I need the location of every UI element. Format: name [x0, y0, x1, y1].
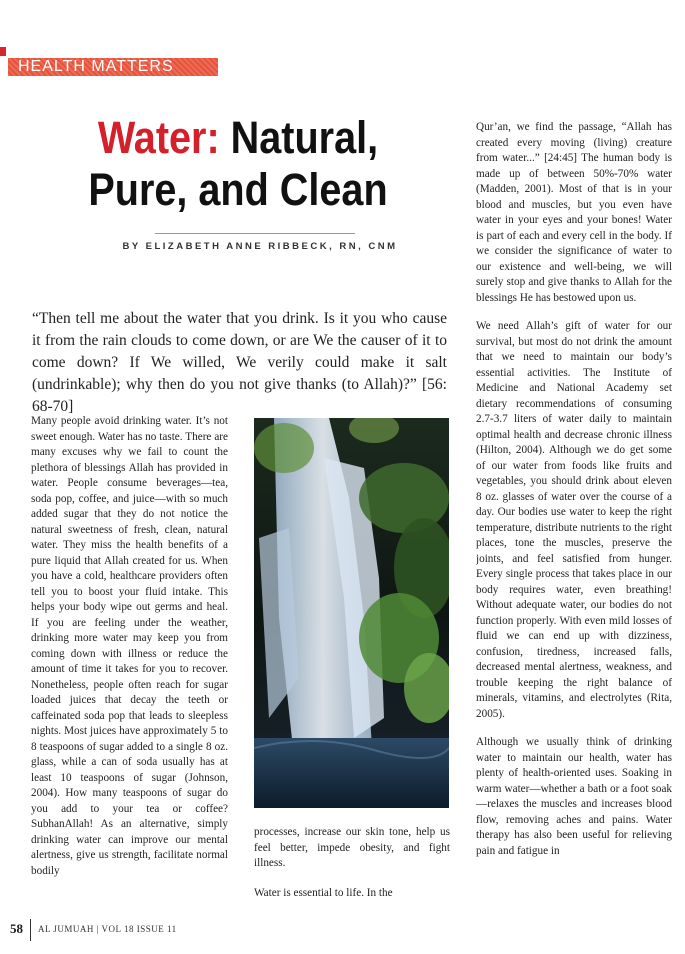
publication-info: AL JUMUAH | VOL 18 ISSUE 11	[38, 924, 177, 934]
paragraph: Although we usually think of drinking water to maintain our health, water has plenty of health-oriented uses. Soaking in warm water—whether a bath or a foot soak—relaxes the muscles and increases blood flow, removing aches and pains. Water therapy has also been useful for relieving pain and fatigue in	[476, 736, 672, 857]
paragraph: We need Allah’s gift of water for our survival, but most do not drink the amount that we need to maintain our body’s essential activities. The Institute of Medicine and National Academy set dietary recommendations of consuming 2.7-3.7 liters of water daily to maintain optimal health and decrease chronic illness (Hilton, 2004). Although we do get some of our water from foods like fruits and vegetables, you should drink about eleven 8 oz. glasses of water over the course of a day. Our bodies use water to keep the right temperature, distribute nutrients to the right places, tone the muscles, preserve the joints, and feel satisfied from hunger. Every single process that takes place in our body requires water, even breathing! Without adequate water, our bodies do not function properly. With even mild losses of fluid we can end up with dizziness, confusion, tiredness, increased falls, decreased mental alertness, weakness, and trouble keeping the right balance of minerals, vitamins, and electrolytes (Rita, 2005).	[476, 320, 672, 720]
opening-quote: “Then tell me about the water that you drink. Is it you who cause it from the rain clouds to come down, or are We the causer of it to come down? If We willed, We verily could make it salt (undrinkable); why then do you not give thanks (to Allah)?” [56: 68-70]	[32, 310, 447, 415]
waterfall-photo	[254, 418, 449, 808]
column-left	[31, 414, 228, 899]
section-banner	[8, 58, 218, 76]
article-title	[53, 112, 423, 216]
title-rest: Natural, Pure, and Clean	[88, 112, 388, 215]
section-label: HEALTH MATTERS	[18, 58, 174, 75]
title-divider	[155, 233, 355, 234]
paragraph: Qur’an, we find the passage, “Allah has created every moving (living) creature from water...” [24:45] The human body is made up of between 50%-70% water (Madden, 2001). Most of that is in your blood and muscles, but you even have water in your eyes and your bones! Water is part of each and every cell in the body. If we consider the significance of water to our existence and well-being, we will surely stop and give thanks to Allah for the blessings He has bestowed upon us.	[476, 121, 672, 304]
page-number: 58	[10, 921, 23, 936]
paragraph: processes, increase our skin tone, help us feel better, impede obesity, and fight illness.	[254, 826, 450, 869]
byline: BY ELIZABETH ANNE RIBBECK, RN, CNM	[122, 241, 398, 252]
paragraph: Many people avoid drinking water. It’s not sweet enough. Water has no taste. There are many excuses why we fail to count the plethora of blessings Allah has provided in water. People consume beverages—tea, soda pop, coffee, and juice—with so much added sugar that they do not notice the natural sweetness of fresh, clean, natural water. They miss the health benefits of a pure liquid that Allah created for us. When you have a cold, healthcare providers often tell you to boost your fluid intake. This helps your body wipe out germs and heal. If you are feeling under the weather, drinking more water may keep you from coming down with illness or reduce the amount of time it takes for you to recover. Nonetheless, people often reach for sugar loaded juices that decay the teeth or caffeinated soda pop that leads to sleepless nights. Most juices have approximately 5 to 8 teaspoons of sugar added to a single 8 oz. glass, while a can of soda usually has at least 10 teaspoons of sugar (Johnson, 2004). How many teaspoons of sugar do you add to your tea or coffee? SubhanAllah! As an alternative, simply drinking water can improve our mental alertness, give us strength, facilitate normal bodily	[31, 415, 228, 877]
footer-divider	[30, 919, 31, 941]
column-middle	[254, 825, 450, 905]
title-accent: Water:	[97, 112, 220, 163]
section-marker	[0, 47, 6, 56]
paragraph: Water is essential to life. In the	[254, 886, 393, 899]
column-right	[476, 120, 672, 910]
